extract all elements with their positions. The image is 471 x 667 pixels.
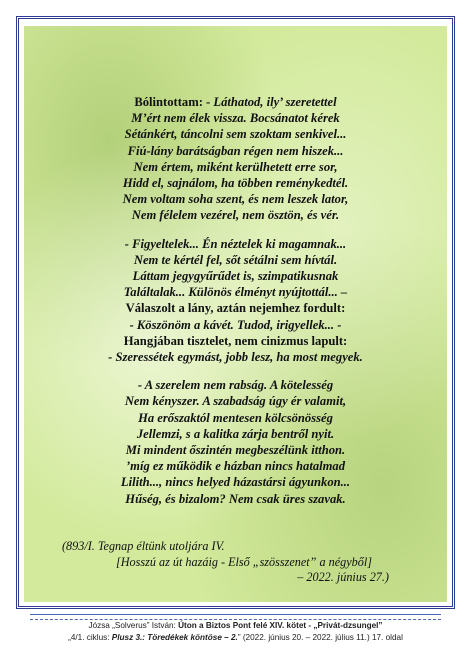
poem-line: Nem értem, miként kerülhetett erre sor,	[133, 159, 338, 174]
poem-line: Találtalak... Különös élményt nyújtottál... –	[123, 285, 348, 300]
poem-line: Hűség, és bizalom? Nem csak üres szavak.	[125, 491, 346, 506]
poem-line: Nem voltam soha szent, és nem leszek lator,	[122, 192, 349, 207]
poem-line: - Szeressétek egymást, jobb lesz, ha most megyek.	[108, 350, 363, 365]
poem-line: Hangjában tisztelet, nem cinizmus lapult:	[123, 333, 348, 348]
poem-line: Sétánkért, táncolni sem szoktam senkivel...	[124, 127, 347, 142]
note-date: – 2022. június 27.)	[297, 570, 389, 584]
footer-section: Plusz 3.: Töredékek köntöse – 2.	[111, 633, 238, 642]
footer-cycle: „4/1. ciklus:	[68, 633, 112, 642]
stanza-3	[24, 377, 447, 507]
poem-line: Hidd el, sajnálom, ha többen reménykedtél.	[122, 176, 349, 191]
footer-author: Józsa „Solverus” István:	[88, 621, 179, 630]
poem-line: - Figyeltelek... Én néztelek ki magamnak...	[124, 236, 347, 251]
poem-line: - Köszönöm a kávét. Tudod, irigyellek... -	[129, 317, 342, 332]
poem-line: Lilith..., nincs helyed házastársi ágyunkon...	[120, 475, 351, 490]
poem-line: Fiú-lány barátságban régen nem hiszek...	[127, 143, 344, 158]
poem	[24, 94, 447, 519]
poem-line: Nem kényszer. A szabadság úgy ér valamit,	[124, 394, 347, 409]
poem-line: Láttam jegygyűrűdet is, szimpatikusnak	[132, 269, 339, 284]
poem-line: - A szerelem nem rabság. A kötelesség	[137, 378, 334, 393]
footer-line-1	[0, 620, 471, 632]
stanza-2	[24, 236, 447, 366]
poem-line: Mi mindent őszintén megbeszélünk itthon.	[125, 443, 346, 458]
poem-line: M’ért nem élek vissza. Bocsánatot kérek	[131, 111, 340, 126]
poem-line: Jellemzi, s a kalitka zárja bentről nyit.	[136, 426, 335, 441]
stanza-1	[24, 94, 447, 224]
footer-dates-page: ” (2022. június 20. – 2022. július 11.) 17. oldal	[237, 633, 403, 642]
poem-line-prefix: Bólintottam:	[134, 95, 207, 109]
source-note	[24, 539, 447, 586]
note-line: [Hosszú az út hazáig - Első „szösszenet” a négyből]	[116, 554, 372, 569]
poem-line: Nem félelem vezérel, nem ösztön, és vér.	[131, 208, 340, 223]
footer	[0, 620, 471, 644]
poem-line: Ha erőszaktól mentesen kölcsönösség	[138, 410, 333, 425]
footer-book-title: Úton a Biztos Pont felé XIV. kötet - „Privát-dzsungel”	[178, 621, 383, 630]
footer-line-2	[0, 632, 471, 644]
note-line: (893/I. Tegnap éltünk utoljára IV.	[62, 539, 225, 553]
poem-line-quote: - Láthatod, ily’ szeretettel	[206, 95, 337, 109]
poem-line: Nem te kértél fel, sőt sétálni sem hívtál.	[133, 252, 338, 267]
poem-line: ’míg ez működik e házban nincs hatalmad	[125, 459, 346, 474]
poem-line	[24, 94, 447, 110]
poem-line: Válaszolt a lány, aztán nejemhez fordult:	[125, 301, 346, 316]
